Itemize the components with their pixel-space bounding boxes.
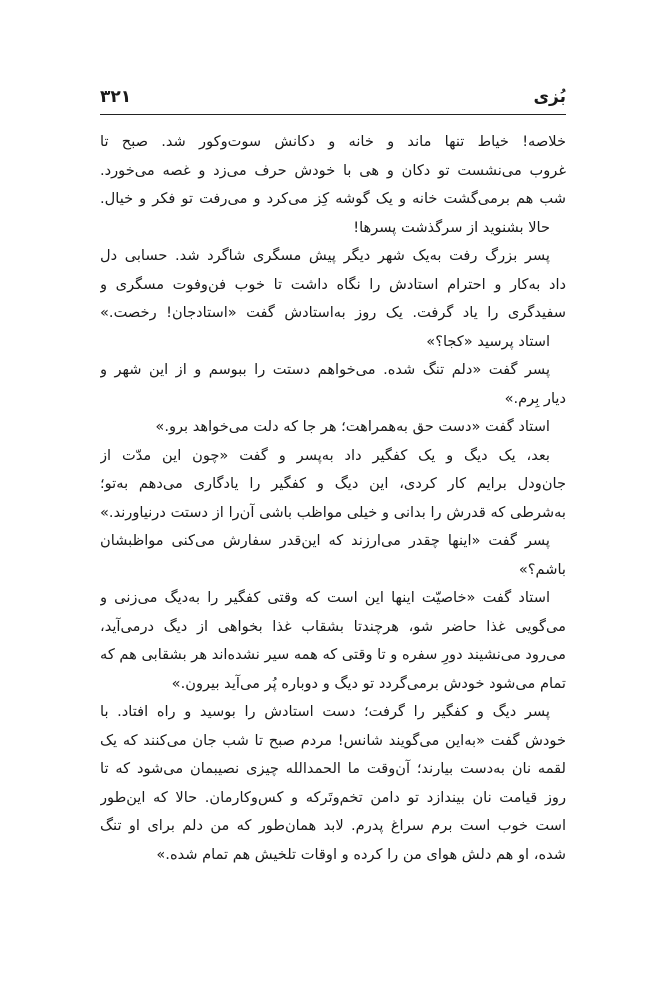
- text-line: پسر دیگ و کفگیر را گرفت؛ دست استادش را بوسید و راه افتاد. با: [100, 703, 550, 720]
- text-line: پسر گفت «اینها چقدر می‌ارزند که این‌قدر سفارش می‌کنی مواظبشان: [100, 532, 550, 549]
- text-line: شب هم برمی‌گشت خانه و یک گوشه کِز می‌کرد و می‌رفت تو فکر و خیال.: [100, 190, 566, 207]
- text-line: بعد، یک دیگ و یک کفگیر داد به‌پسر و گفت «چون این مدّت از: [100, 446, 550, 464]
- text-line: است خوب است برم سراغ پدرم. لابد همان‌طور که من دلم برای او تنگ: [100, 817, 566, 834]
- header-rule: [100, 114, 566, 115]
- running-title: بُزی: [533, 87, 566, 107]
- text-line: دیار بِرم.»: [504, 389, 566, 407]
- text-line: شده، او هم دلش هوای من را کرده و اوقات تلخیش هم تمام شده.»: [156, 845, 566, 863]
- text-line: به‌شرطی که قدرش را بدانی و خیلی مواظب باشی آن‌را از دستت درنیاورند.»: [100, 503, 566, 521]
- text-line: داد به‌کار و احترام استادش را نگاه داشت تا خوب فن‌وفوت مسگری و: [100, 275, 566, 293]
- page-number: ۳۲۱: [100, 87, 132, 107]
- text-line: روز قیامت نان بیندازد تو دامن تخم‌وتَرکه و کس‌وکارمان. حالا که این‌طور: [100, 788, 566, 806]
- text-line: سفیدگری را یاد گرفت. یک روز به‌استادش گفت «استادجان! رخصت.»: [100, 304, 566, 321]
- text-line: حالا بشنوید از سرگذشت پسرها!: [353, 218, 550, 236]
- page-header: [100, 86, 566, 112]
- text-line: پسر بزرگ رفت به‌یک شهر دیگر پیش مسگری شاگرد شد. حسابی دل: [100, 247, 550, 264]
- text-line: جان‌ودل برایم کار کردی، این دیگ و کفگیر را یادگاری می‌دهم به‌تو؛: [100, 475, 566, 492]
- text-line: غروب می‌نشست تو دکان و هی با خودش حرف می‌زد و غصه می‌خورد.: [100, 161, 566, 179]
- text-line: می‌گویی غذا حاضر شو، هرچندتا بشقاب غذا بخواهی از دیگ درمی‌آید،: [100, 617, 566, 635]
- text-line: پسر گفت «دلم تنگ شده. می‌خواهم دستت را ببوسم و از این شهر و: [100, 361, 550, 378]
- text-line: استاد پرسید «کجا؟»: [426, 332, 550, 350]
- text-line: تمام می‌شود خودش برمی‌گردد تو دیگ و دوباره پُر می‌آید بیرون.»: [171, 674, 566, 692]
- text-line: باشم؟»: [518, 560, 566, 578]
- text-line: لقمه نان به‌دست بیارند؛ آن‌وقت ما الحمدالله چیزی نصیبمان می‌شود که تا: [100, 760, 566, 777]
- body-text: [100, 128, 566, 869]
- text-line: خلاصه! خیاط تنها ماند و خانه و دکانش سوت‌وکور شد. صبح تا: [100, 133, 566, 150]
- text-line: استاد گفت «دست حق به‌همراهت؛ هر جا که دلت می‌خواهد برو.»: [155, 418, 550, 435]
- text-line: خودش گفت «به‌این می‌گویند شانس! مردم صبح تا شب جان می‌کنند که یک: [100, 731, 566, 749]
- text-line: می‌رود می‌نشیند دورِ سفره و تا وقتی که همه سیر نشده‌اند هر بشقابی هم که: [100, 646, 566, 663]
- text-line: استاد گفت «خاصیّت اینها این است که وقتی کفگیر را به‌دیگ می‌زنی و: [100, 589, 550, 606]
